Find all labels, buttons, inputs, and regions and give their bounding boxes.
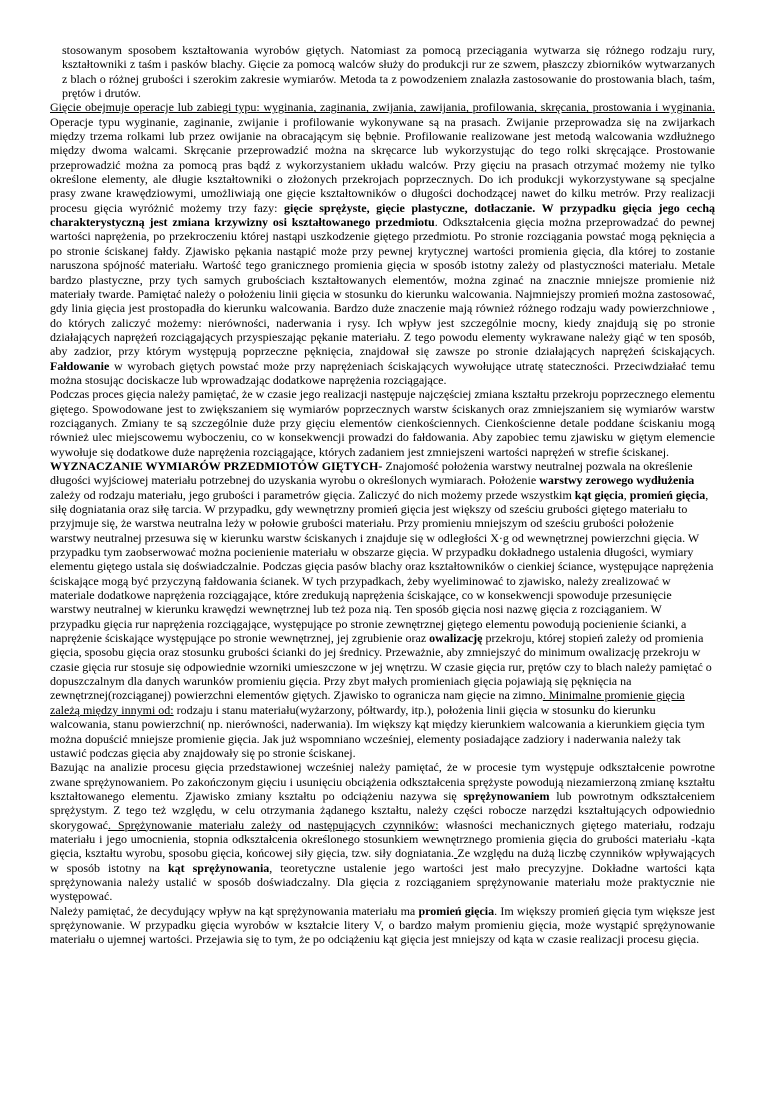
text-run: . Odkształcenia gięcia można przeprowadzać do pewnej wartości naprężenia, po przekroczeniu której nastąpi uszkodzenie giętego przedmiotu. Po stronie rozciągania powstać mogą pęknięcia a po stronie ściskanej fałdy. Zjawisko pękania nastąpić może przy pewnej krytycznej wartości promienia gięcia, dla której to zostanie naruszona spójność materiału. Wartość tego granicznego promienia gięcia w sposób istotny zależy od plastyczności materiału. Metale bardzo plastyczne, przy tych samych grubościach kształtowanych elementów, można zginać na znacznie mniejsze promienie niż materiały twarde. Pamiętać należy o położeniu linii gięcia w stosunku do kierunku walcowania. Najmniejszy promień można zastosować, gdy linia gięcia jest prostopadła do kierunku walcowania. Bardzo duże znaczenie mają również różnego rodzaju wady powierzchniowe , do których zaliczyć możemy: nierówności, naderwania i rysy. Ich wpływ jest szczególnie mocny, kiedy znajdują się po stronie działających naprężeń rozciągających przyspieszając pękanie materiału. Z tego powodu elementy wykrawane należy giąć w ten sposób, aby zadzior, przy którym występują poprzeczne pęknięcia, znajdował się zawsze po stronie działających naprężeń ściskających. — [50, 215, 715, 359]
text-run: rodzaju i stanu materiału(wyżarzony, półtwardy, itp.), położenia linii gięcia w stosunku do kierunku walcowania, stanu powierzchni( np. nierówności, naderwania). Im większy kąt między kierunkiem walcowania a kierunkiem gięcia tym można dopuścić mniejsze promienie gięcia. Jak już wspomniano wcześniej, elementy posiadające zadziory i naderwania należy tak ustawić podczas gięcia aby znajdowały się po stronie ściskanej. — [50, 702, 705, 760]
bold-text: Fałdowanie — [50, 358, 110, 373]
bold-text: promień gięcia — [418, 903, 495, 918]
bold-text: kąt sprężynowania — [167, 860, 270, 875]
text-run: , — [623, 487, 630, 502]
paragraph-5 — [50, 760, 715, 903]
underlined-text: . Minimalne promienie gięcia zależą między innymi od: — [50, 688, 685, 717]
text-run: . Im większy promień gięcia tym większe jest sprężynowanie. W przypadku gięcia wyrobów w kształcie litery V, o bardzo małym promieniu gięcia, może wystąpić sprężynowanie materiału o ujemnej wartości. Przejawia się to tym, że po odciążeniu kąt gięcia jest mniejszy od kąta w czasie realizacji procesu gięcia. — [50, 903, 715, 947]
bold-text: kąt gięcia — [574, 487, 624, 502]
text-run: Bazując na analizie procesu gięcia przedstawionej wcześniej należy pamiętać, że w procesie tym występuje odkształcenie powrotne zwane sprężynowaniem. Po zakończonym gięciu i usunięciu obciążenia odkształcenia sprężyste powodują niezamierzoną zmianę kształtu kształtowanego elementu. Zjawisko zmiany kształtu po odciążeniu nazywa się — [50, 760, 715, 803]
text-run: Ze względu na dużą liczbę czynników wpływających w sposób istotny na — [50, 846, 716, 875]
paragraph-2 — [50, 100, 715, 387]
text-run: Należy pamiętać, że decydujący wpływ na kąt sprężynowania materiału ma — [50, 903, 419, 918]
bold-text: WYZNACZANIE WYMIARÓW PRZEDMIOTÓW GIĘTYCH- — [50, 458, 383, 473]
paragraph-3 — [50, 387, 715, 459]
text-run: stosowanym sposobem kształtowania wyrobów giętych. Natomiast za pomocą przeciągania wytwarza się różnego rodzaju rury, kształtowniki z taśm i pasków blachy. Gięcie za pomocą walców służy do produkcji rur ze szwem, płaszczy zbiorników wytwarzanych z blach o różnej grubości i szerokim zakresie wymiarów. Metoda ta z powodzeniem znalazła zastosowanie do prostowania blach, taśm, prętów i drutów. — [62, 43, 715, 101]
text-run: przekroju, której stopień zależy od promienia gięcia, sposobu gięcia oraz stosunku grubości ścianki do jej średnicy. Przeważnie, aby zmniejszyć do minimum owalizację przekroju w czasie gięcia rur stosuje się odpowiednie wzorniki umieszczone w jej wnętrzu. W czasie gięcia rur, prętów czy to blach należy pamiętać o dopuszczalnym dla danych warunków promieniu gięcia. Przy zbyt małych promieniach gięcia pojawiają się pęknięcia na zewnętrznej(rozciąganej) powierzchni elementów giętych. Zjawisko to ogranicza nam gięcie na zimno — [50, 631, 712, 703]
document-page — [50, 43, 715, 947]
bold-text: gięcie sprężyste, gięcie plastyczne, dotłaczanie. W przypadku gięcia jego cechą charakterystyczną jest zmiana krzywizny osi kształtowanego przedmiotu — [50, 200, 716, 230]
paragraph-6 — [50, 904, 715, 947]
text-run: lub powrotnym odkształceniem sprężystym. Z tego też względu, w celu otrzymania żądanego kształtu, należy części robocze narzędzi kształtujących odpowiednio skorygować — [50, 788, 715, 832]
text-run: Podczas proces gięcia należy pamiętać, że w czasie jego realizacji następuje najczęściej zmiana kształtu przekroju poprzecznego elementu giętego. Spowodowane jest to zwiększaniem się wymiarów poprzecznych warstw ściskanych oraz zmniejszaniem się wymiarów warstw rozciąganych. Zmiany te są szczególnie duże przy gięciu elementów cienkościennych. Cienkościenne detale poddane ściskaniu mogą również ulec miejscowemu wyboczeniu, co w konsekwencji prowadzi do fałdowania. Aby zapobiec temu zjawisku w giętym elemencie wywołuje się dodatkowe duże naprężenia rozciągające, których zadaniem jest zmniejszeni wartości naprężeń w strefie ściskanej. — [50, 387, 715, 459]
text-run: w wyrobach giętych powstać może przy naprężeniach ściskających wywołujące utratę stateczności. Przeciwdziałać temu można stosując dociskacze lub wprowadzając dodatkowe naprężenia rozciągające. — [50, 358, 715, 387]
paragraph-1 — [50, 43, 715, 100]
bold-text: promień gięcia — [629, 487, 706, 502]
bold-text: owalizację — [429, 631, 483, 646]
text-run: , teoretyczne ustalenie jego wartości jest mało precyzyjne. Dokładne wartości kąta sprężynowania należy ustalić w sposób doświadczalny. Dla gięcia z rozciąganiem sprężynowanie materiału może praktycznie nie występować. — [50, 860, 715, 904]
text-run: własności mechanicznych giętego materiału, rodzaju materiału i jego umocnienia, stopnia odkształcenia określonego stosunkiem wewnętrznego promienia gięcia do grubości materiału -kąta gięcia, kształtu wyrobu, sposobu gięcia, końcowej siły gięcia, tzw. siły dogniatania. — [50, 817, 715, 861]
bold-text: sprężynowaniem — [463, 788, 550, 803]
bold-text: warstwy zerowego wydłużenia — [539, 473, 695, 488]
paragraph-4 — [50, 459, 715, 760]
underlined-text: Gięcie obejmuje operacje lub zabiegi typu: wyginania, zaginania, zwijania, zawijania, profilowania, skręcania, prostowania i wyginania. — [50, 100, 715, 115]
underlined-text: . Sprężynowanie materiału zależy od następujących czynników: — [107, 817, 439, 832]
text-run: Znajomość położenia warstwy neutralnej pozwala na określenie długości wyjściowej materiału potrzebnej do uzyskania wyrobu o określonych wymiarach. Położenie — [50, 458, 693, 488]
text-run: zależy od rodzaju materiału, jego grubości i parametrów gięcia. Zaliczyć do nich możemy przede wszystkim — [50, 487, 575, 502]
text-run: , siłę dogniatania oraz siłę tarcia. W przypadku, gdy wewnętrzny promień gięcia jest większy od sześciu grubości giętego materiału to przyjmuje się, że warstwa neutralna leży w połowie grubości materiału. Przy promieniu mniejszym od sześciu grubości położenie warstwy neutralnej przesuwa się w kierunku warstw ściskanych i znajduje się w odległości X·g od wewnętrznej powierzchni gięcia. W przypadku tym zaobserwować można pocienienie materiału w obszarze gięcia. W przypadku dokładnego ustalenia długości, wymiary elementu giętego ustala się doświadczalnie. Podczas gięcia pasów blachy oraz kształtowników o cienkiej ściance, występujące naprężenia ściskające mogą być przyczyną fałdowania ścianek. W tych przypadkach, żeby wyeliminować to zjawisko, należy zrealizować w materiale dodatkowe naprężenia rozciągające, które zredukują naprężenia ściskające, co w konsekwencji spowoduje przesunięcie warstwy neutralnej w kierunku krawędzi wewnętrznej lub też poza nią. Ten sposób gięcia nosi nazwę gięcia z rozciąganiem. W przypadku gięcia rur naprężenia rozciągające, występujące po stronie zewnętrznej giętego elementu powodują pocienienie ścianki, a naprężenie ściskające występujące po stronie wewnętrznej, jej zgrubienie oraz — [50, 487, 714, 646]
text-run: Operacje typu wyginanie, zaginanie, zwijanie i profilowanie wykonywane są na prasach. Zwijanie przeprowadza się na zwijarkach między trzema rolkami lub przez owijanie na obracającym się bębnie. Profilowanie realizowane jest metodą walcowania wzdłużnego między dwoma walcami. Skręcanie przeprowadzić można na skręcarce lub wykorzystując do tego rolki skręcające. Prostowanie przeprowadzić można za pomocą pras bądź z wykorzystaniem układu walców. Przy gięciu na prasach otrzymać możemy nie tylko określone elementy, ale długie kształtowniki o złożonych przekrojach poprzecznych. Do ich produkcji wykorzystywane są specjalne prasy zwane krawędziowymi, umożliwiają one gięcie kształtowników o długości dochodzącej nawet do kilku metrów. Przy realizacji procesu gięcia wyróżnić możemy trzy fazy: — [50, 114, 715, 215]
